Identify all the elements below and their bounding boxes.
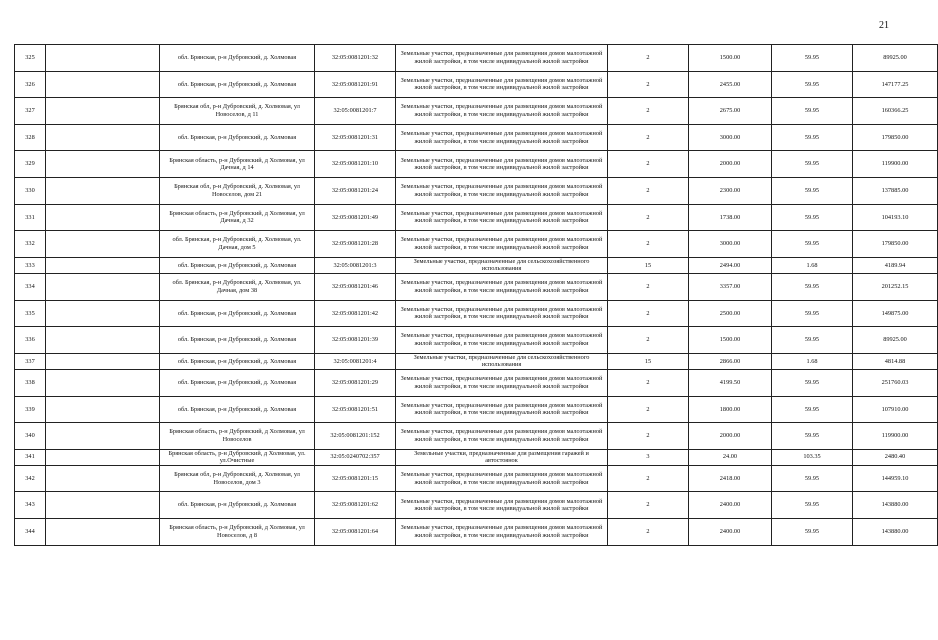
use-group-cell: 2 xyxy=(608,492,689,519)
cadastral-number-cell: 32:05:0081201:32 xyxy=(315,45,396,72)
cadastral-value-cell: 104193.10 xyxy=(853,204,938,231)
rate-cell: 59.95 xyxy=(772,423,853,450)
permitted-use-cell: Земельные участки, предназначенные для размещения домов малоэтажной жилой застройки, в том числе индивидуальной жилой застройки xyxy=(396,423,608,450)
page-number: 21 xyxy=(879,20,889,31)
permitted-use-cell: Земельные участки, предназначенные для размещения домов малоэтажной жилой застройки, в том числе индивидуальной жилой застройки xyxy=(396,98,608,125)
table-row xyxy=(15,204,938,231)
area-cell: 2300.00 xyxy=(689,177,772,204)
rate-cell: 59.95 xyxy=(772,465,853,492)
cadastral-value-cell: 179850.00 xyxy=(853,124,938,151)
area-cell: 3357.00 xyxy=(689,273,772,300)
table-row xyxy=(15,396,938,423)
permitted-use-cell: Земельные участки, предназначенные для размещения домов малоэтажной жилой застройки, в том числе индивидуальной жилой застройки xyxy=(396,492,608,519)
use-group-cell: 2 xyxy=(608,396,689,423)
cadastral-value-cell: 251760.03 xyxy=(853,369,938,396)
row-number-cell: 335 xyxy=(15,300,46,327)
rate-cell: 59.95 xyxy=(772,369,853,396)
cadastral-value-cell: 201252.15 xyxy=(853,273,938,300)
table-row xyxy=(15,98,938,125)
use-group-cell: 2 xyxy=(608,273,689,300)
table-row xyxy=(15,300,938,327)
cadastral-value-cell: 89925.00 xyxy=(853,45,938,72)
cadastral-value-cell: 144959.10 xyxy=(853,465,938,492)
row-number-cell: 339 xyxy=(15,396,46,423)
rate-cell: 59.95 xyxy=(772,492,853,519)
permitted-use-cell: Земельные участки, предназначенные для размещения домов малоэтажной жилой застройки, в том числе индивидуальной жилой застройки xyxy=(396,151,608,178)
table-row xyxy=(15,231,938,258)
area-cell: 2455.00 xyxy=(689,71,772,98)
table-row xyxy=(15,177,938,204)
rate-cell: 59.95 xyxy=(772,177,853,204)
row-number-cell: 342 xyxy=(15,465,46,492)
use-group-cell: 2 xyxy=(608,204,689,231)
rate-cell: 59.95 xyxy=(772,151,853,178)
area-cell: 1500.00 xyxy=(689,45,772,72)
cadastral-value-cell: 119900.00 xyxy=(853,423,938,450)
use-group-cell: 2 xyxy=(608,465,689,492)
address-cell: обл. Брянская, р-н Дубровский, д. Холмовая xyxy=(160,45,315,72)
empty-cell xyxy=(46,327,160,354)
address-cell: Брянская область, р-н Дубровский, д Холмовая, ул Дачная, д 32 xyxy=(160,204,315,231)
table-row xyxy=(15,124,938,151)
address-cell: Брянская область, р-н Дубровский, д Холмовая, ул Дачная, д 14 xyxy=(160,151,315,178)
use-group-cell: 2 xyxy=(608,151,689,178)
cadastral-number-cell: 32:05:0240702:357 xyxy=(315,449,396,465)
area-cell: 1738.00 xyxy=(689,204,772,231)
cadastral-number-cell: 32:05:0081201:4 xyxy=(315,353,396,369)
cadastral-value-cell: 147177.25 xyxy=(853,71,938,98)
empty-cell xyxy=(46,353,160,369)
row-number-cell: 341 xyxy=(15,449,46,465)
cadastral-number-cell: 32:05:0081201:51 xyxy=(315,396,396,423)
cadastral-number-cell: 32:05:0081201:24 xyxy=(315,177,396,204)
row-number-cell: 327 xyxy=(15,98,46,125)
permitted-use-cell: Земельные участки, предназначенные для размещения гаражей и автостоянок xyxy=(396,449,608,465)
cadastral-number-cell: 32:05:0081201:62 xyxy=(315,492,396,519)
use-group-cell: 2 xyxy=(608,124,689,151)
row-number-cell: 334 xyxy=(15,273,46,300)
use-group-cell: 15 xyxy=(608,257,689,273)
address-cell: Брянская область, р-н Дубровский, д Холмовая, ул Новоселов, д 8 xyxy=(160,519,315,546)
empty-cell xyxy=(46,98,160,125)
rate-cell: 103.35 xyxy=(772,449,853,465)
table-row xyxy=(15,151,938,178)
rate-cell: 1.68 xyxy=(772,353,853,369)
row-number-cell: 333 xyxy=(15,257,46,273)
permitted-use-cell: Земельные участки, предназначенные для размещения домов малоэтажной жилой застройки, в том числе индивидуальной жилой застройки xyxy=(396,204,608,231)
permitted-use-cell: Земельные участки, предназначенные для размещения домов малоэтажной жилой застройки, в том числе индивидуальной жилой застройки xyxy=(396,396,608,423)
empty-cell xyxy=(46,231,160,258)
use-group-cell: 2 xyxy=(608,71,689,98)
permitted-use-cell: Земельные участки, предназначенные для размещения домов малоэтажной жилой застройки, в том числе индивидуальной жилой застройки xyxy=(396,369,608,396)
table-row xyxy=(15,257,938,273)
use-group-cell: 2 xyxy=(608,177,689,204)
empty-cell xyxy=(46,273,160,300)
use-group-cell: 2 xyxy=(608,300,689,327)
row-number-cell: 325 xyxy=(15,45,46,72)
row-number-cell: 343 xyxy=(15,492,46,519)
address-cell: обл. Брянская, р-н Дубровский, д. Холмовая xyxy=(160,71,315,98)
table-row xyxy=(15,353,938,369)
cadastral-value-cell: 143880.00 xyxy=(853,492,938,519)
cadastral-value-cell: 107910.00 xyxy=(853,396,938,423)
table-row xyxy=(15,519,938,546)
rate-cell: 59.95 xyxy=(772,204,853,231)
cadastral-number-cell: 32:05:0081201:49 xyxy=(315,204,396,231)
empty-cell xyxy=(46,465,160,492)
empty-cell xyxy=(46,369,160,396)
row-number-cell: 338 xyxy=(15,369,46,396)
address-cell: обл. Брянская, р-н Дубровский, д. Холмовая, ул. Дачная, дом 38 xyxy=(160,273,315,300)
empty-cell xyxy=(46,45,160,72)
address-cell: обл. Брянская, р-н Дубровский, д. Холмовая xyxy=(160,257,315,273)
empty-cell xyxy=(46,396,160,423)
table-row xyxy=(15,423,938,450)
cadastral-number-cell: 32:05:0081201:10 xyxy=(315,151,396,178)
rate-cell: 59.95 xyxy=(772,45,853,72)
permitted-use-cell: Земельные участки, предназначенные для сельскохозяйственного использования xyxy=(396,257,608,273)
row-number-cell: 344 xyxy=(15,519,46,546)
permitted-use-cell: Земельные участки, предназначенные для размещения домов малоэтажной жилой застройки, в том числе индивидуальной жилой застройки xyxy=(396,519,608,546)
address-cell: обл. Брянская, р-н Дубровский, д. Холмовая xyxy=(160,353,315,369)
cadastral-number-cell: 32:05:0081201:29 xyxy=(315,369,396,396)
cadastral-number-cell: 32:05:0081201:64 xyxy=(315,519,396,546)
permitted-use-cell: Земельные участки, предназначенные для размещения домов малоэтажной жилой застройки, в том числе индивидуальной жилой застройки xyxy=(396,124,608,151)
area-cell: 2866.00 xyxy=(689,353,772,369)
area-cell: 2400.00 xyxy=(689,519,772,546)
use-group-cell: 2 xyxy=(608,369,689,396)
row-number-cell: 336 xyxy=(15,327,46,354)
empty-cell xyxy=(46,71,160,98)
cadastral-number-cell: 32:05:0081201:15 xyxy=(315,465,396,492)
cadastral-value-cell: 4814.88 xyxy=(853,353,938,369)
address-cell: обл. Брянская, р-н Дубровский, д. Холмовая, ул. Дачная, дом 5 xyxy=(160,231,315,258)
cadastral-value-cell: 179850.00 xyxy=(853,231,938,258)
address-cell: обл. Брянская, р-н Дубровский, д. Холмовая xyxy=(160,369,315,396)
area-cell: 2418.00 xyxy=(689,465,772,492)
use-group-cell: 2 xyxy=(608,423,689,450)
rate-cell: 59.95 xyxy=(772,519,853,546)
permitted-use-cell: Земельные участки, предназначенные для сельскохозяйственного использования xyxy=(396,353,608,369)
cadastral-value-cell: 149875.00 xyxy=(853,300,938,327)
area-cell: 2000.00 xyxy=(689,423,772,450)
cadastral-value-cell: 4189.94 xyxy=(853,257,938,273)
rate-cell: 1.68 xyxy=(772,257,853,273)
area-cell: 2494.00 xyxy=(689,257,772,273)
address-cell: обл. Брянская, р-н Дубровский, д. Холмовая xyxy=(160,124,315,151)
permitted-use-cell: Земельные участки, предназначенные для размещения домов малоэтажной жилой застройки, в том числе индивидуальной жилой застройки xyxy=(396,71,608,98)
table-row xyxy=(15,273,938,300)
cadastral-number-cell: 32:05:0081201:42 xyxy=(315,300,396,327)
address-cell: Брянская обл, р-н Дубровский, д. Холмовая, ул Новоселов, дом 3 xyxy=(160,465,315,492)
table-row xyxy=(15,465,938,492)
area-cell: 2400.00 xyxy=(689,492,772,519)
empty-cell xyxy=(46,492,160,519)
cadastral-number-cell: 32:05:0081201:91 xyxy=(315,71,396,98)
address-cell: обл. Брянская, р-н Дубровский, д. Холмовая xyxy=(160,327,315,354)
empty-cell xyxy=(46,257,160,273)
table-row xyxy=(15,449,938,465)
cadastral-value-cell: 160366.25 xyxy=(853,98,938,125)
cadastral-value-cell: 143880.00 xyxy=(853,519,938,546)
row-number-cell: 331 xyxy=(15,204,46,231)
empty-cell xyxy=(46,423,160,450)
use-group-cell: 2 xyxy=(608,519,689,546)
cadastral-number-cell: 32:05:0081201:39 xyxy=(315,327,396,354)
empty-cell xyxy=(46,124,160,151)
permitted-use-cell: Земельные участки, предназначенные для размещения домов малоэтажной жилой застройки, в том числе индивидуальной жилой застройки xyxy=(396,231,608,258)
rate-cell: 59.95 xyxy=(772,124,853,151)
cadastral-value-cell: 89925.00 xyxy=(853,327,938,354)
address-cell: обл. Брянская, р-н Дубровский, д. Холмовая xyxy=(160,300,315,327)
cadastral-value-cell: 2480.40 xyxy=(853,449,938,465)
rate-cell: 59.95 xyxy=(772,327,853,354)
cadastral-value-cell: 119900.00 xyxy=(853,151,938,178)
row-number-cell: 332 xyxy=(15,231,46,258)
empty-cell xyxy=(46,177,160,204)
area-cell: 1500.00 xyxy=(689,327,772,354)
table-row xyxy=(15,71,938,98)
address-cell: Брянская область, р-н Дубровский, д Холмовая, ул Новоселов xyxy=(160,423,315,450)
land-plots-table xyxy=(14,44,938,546)
use-group-cell: 15 xyxy=(608,353,689,369)
row-number-cell: 330 xyxy=(15,177,46,204)
cadastral-value-cell: 137885.00 xyxy=(853,177,938,204)
row-number-cell: 337 xyxy=(15,353,46,369)
empty-cell xyxy=(46,449,160,465)
permitted-use-cell: Земельные участки, предназначенные для размещения домов малоэтажной жилой застройки, в том числе индивидуальной жилой застройки xyxy=(396,177,608,204)
permitted-use-cell: Земельные участки, предназначенные для размещения домов малоэтажной жилой застройки, в том числе индивидуальной жилой застройки xyxy=(396,465,608,492)
row-number-cell: 340 xyxy=(15,423,46,450)
address-cell: обл. Брянская, р-н Дубровский, д. Холмовая xyxy=(160,492,315,519)
table-row xyxy=(15,45,938,72)
address-cell: Брянская обл, р-н Дубровский, д. Холмовая, ул Новоселов, д 11 xyxy=(160,98,315,125)
cadastral-number-cell: 32:05:0081201:28 xyxy=(315,231,396,258)
rate-cell: 59.95 xyxy=(772,273,853,300)
use-group-cell: 2 xyxy=(608,231,689,258)
area-cell: 3000.00 xyxy=(689,124,772,151)
rate-cell: 59.95 xyxy=(772,98,853,125)
cadastral-number-cell: 32:05:0081201:152 xyxy=(315,423,396,450)
area-cell: 2500.00 xyxy=(689,300,772,327)
area-cell: 2000.00 xyxy=(689,151,772,178)
table-row xyxy=(15,492,938,519)
area-cell: 4199.50 xyxy=(689,369,772,396)
rate-cell: 59.95 xyxy=(772,300,853,327)
table-row xyxy=(15,369,938,396)
empty-cell xyxy=(46,204,160,231)
cadastral-number-cell: 32:05:0081201:3 xyxy=(315,257,396,273)
use-group-cell: 3 xyxy=(608,449,689,465)
table-body xyxy=(15,45,938,546)
permitted-use-cell: Земельные участки, предназначенные для размещения домов малоэтажной жилой застройки, в том числе индивидуальной жилой застройки xyxy=(396,327,608,354)
cadastral-number-cell: 32:05:0081201:31 xyxy=(315,124,396,151)
empty-cell xyxy=(46,300,160,327)
address-cell: Брянская область, р-н Дубровский, д Холмовая, ул. ул.Очистные xyxy=(160,449,315,465)
cadastral-number-cell: 32:05:0081201:7 xyxy=(315,98,396,125)
empty-cell xyxy=(46,151,160,178)
permitted-use-cell: Земельные участки, предназначенные для размещения домов малоэтажной жилой застройки, в том числе индивидуальной жилой застройки xyxy=(396,45,608,72)
area-cell: 3000.00 xyxy=(689,231,772,258)
row-number-cell: 329 xyxy=(15,151,46,178)
table-row xyxy=(15,327,938,354)
row-number-cell: 328 xyxy=(15,124,46,151)
row-number-cell: 326 xyxy=(15,71,46,98)
empty-cell xyxy=(46,519,160,546)
area-cell: 24.00 xyxy=(689,449,772,465)
rate-cell: 59.95 xyxy=(772,231,853,258)
rate-cell: 59.95 xyxy=(772,71,853,98)
permitted-use-cell: Земельные участки, предназначенные для размещения домов малоэтажной жилой застройки, в том числе индивидуальной жилой застройки xyxy=(396,300,608,327)
use-group-cell: 2 xyxy=(608,327,689,354)
area-cell: 2675.00 xyxy=(689,98,772,125)
cadastral-number-cell: 32:05:0081201:46 xyxy=(315,273,396,300)
address-cell: Брянская обл, р-н Дубровский, д. Холмовая, ул Новоселов, дом 21 xyxy=(160,177,315,204)
address-cell: обл. Брянская, р-н Дубровский, д. Холмовая xyxy=(160,396,315,423)
permitted-use-cell: Земельные участки, предназначенные для размещения домов малоэтажной жилой застройки, в том числе индивидуальной жилой застройки xyxy=(396,273,608,300)
use-group-cell: 2 xyxy=(608,98,689,125)
area-cell: 1800.00 xyxy=(689,396,772,423)
use-group-cell: 2 xyxy=(608,45,689,72)
rate-cell: 59.95 xyxy=(772,396,853,423)
